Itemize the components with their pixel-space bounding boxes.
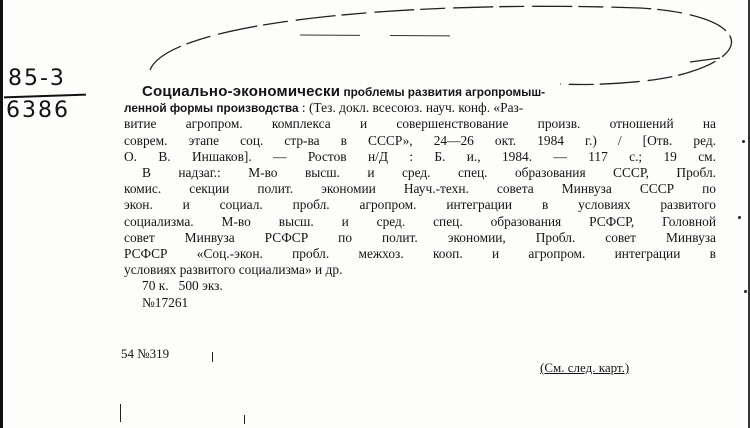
bottom-mark: 54 №319 xyxy=(121,346,170,361)
title-lead: Социально-экономически xyxy=(142,84,341,100)
margin-tick xyxy=(212,352,213,362)
note-line-7: условиях развитого социализма» и др. xyxy=(124,262,343,278)
note-line-5: совет Минвуза РСФСР по полит. экономии, Пробл. совет Минвуза xyxy=(124,229,716,245)
note-line-1: В надзаг.: М-во высш. и сред. спец. образования СССР, Пробл. xyxy=(142,165,716,181)
margin-tick xyxy=(244,415,245,424)
entry-line-4: соврем. этапе соц. стр-ва в СССР», 24—26 окт. 1984 г.) / [Отв. ред. xyxy=(124,132,716,148)
price-print-run: 70 к. 500 экз. xyxy=(142,278,223,294)
margin-tick xyxy=(120,404,121,422)
note-line-2: комис. секции полит. экономии Науч.-техн. совета Минвуза СССР по xyxy=(124,181,716,197)
entry-line-5: О. В. Иншаков]. — Ростов н/Д : Б. и., 1984. — 117 с.; 19 см. xyxy=(124,148,716,164)
continuation-note: (См. след. карт.) xyxy=(540,360,630,375)
speck xyxy=(738,216,741,219)
call-number-top: 85-3 xyxy=(8,66,66,91)
call-number-bottom: 6386 xyxy=(6,98,70,123)
note-line-6: РСФСР «Соц.-экон. пробл. межхоз. кооп. и агропром. интеграции в xyxy=(124,246,716,262)
speck xyxy=(742,140,745,143)
title-continued: ленной формы производства xyxy=(124,101,299,116)
speck xyxy=(744,290,747,293)
entry-line-3: витие агропром. комплекса и совершенствование произв. отношений на xyxy=(124,116,716,132)
card-number: №17261 xyxy=(142,294,189,310)
bibliographic-entry xyxy=(124,84,716,311)
title-rest: проблемы развития агропромыш- xyxy=(340,85,546,99)
note-line-4: социализма. М-во высш. и сред. спец. образования РСФСР, Головной xyxy=(124,213,716,229)
title-conference: : (Тез. докл. всесоюз. науч. конф. «Раз- xyxy=(298,100,524,116)
title-line-1 xyxy=(124,84,716,100)
title-line-2 xyxy=(124,100,716,116)
note-line-3: экон. и социал. пробл. агропром. интеграции в условиях развитого xyxy=(124,197,716,213)
